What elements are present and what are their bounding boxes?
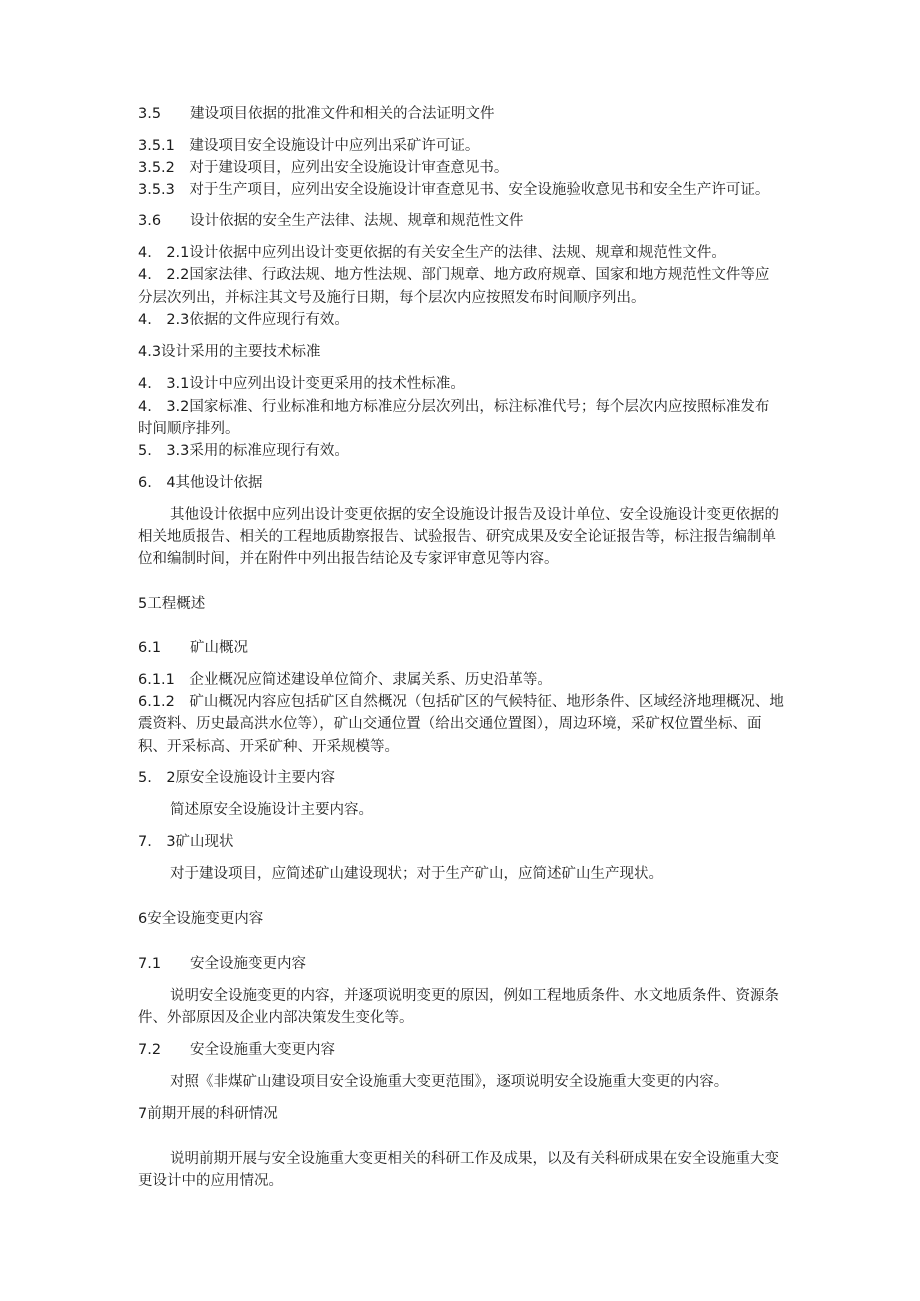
heading-6-safety-changes: 6安全设施变更内容 bbox=[138, 911, 264, 927]
item-6-1-1: 6.1.1 企业概况应简述建设单位简介、隶属关系、历史沿革等。 bbox=[138, 672, 552, 688]
heading-7-research: 7前期开展的科研情况 bbox=[138, 1106, 278, 1122]
item-6-1-2-cont-2: 积、开采标高、开采矿种、开采规模等。 bbox=[138, 739, 399, 755]
item-4-3-2: 4. 3.2国家标准、行业标准和地方标准应分层次列出，标注标准代号；每个层次内应按照标准发布 bbox=[138, 399, 770, 415]
item-4-2-1: 4. 2.1设计依据中应列出设计变更依据的有关安全生产的法律、法规、规章和规范性文件。 bbox=[138, 245, 726, 261]
heading-6-4: 6. 4其他设计依据 bbox=[138, 475, 263, 491]
heading-7-2: 7.2 安全设施重大变更内容 bbox=[138, 1042, 336, 1058]
paragraph-original-design: 简述原安全设施设计主要内容。 bbox=[170, 802, 373, 818]
heading-5-2: 5. 2原安全设施设计主要内容 bbox=[138, 770, 336, 786]
item-3-5-3: 3.5.3 对于生产项目，应列出安全设施设计审查意见书、安全设施验收意见书和安全生产许可证。 bbox=[138, 182, 770, 198]
item-6-1-2: 6.1.2 矿山概况内容应包括矿区自然概况（包括矿区的气候特征、地形条件、区域经济地理概况、地 bbox=[138, 694, 784, 710]
item-3-5-2: 3.5.2 对于建设项目，应列出安全设施设计审查意见书。 bbox=[138, 160, 509, 176]
item-4-3-2-cont: 时间顺序排列。 bbox=[138, 421, 240, 437]
paragraph-other-basis-cont-2: 位和编制时间，并在附件中列出报告结论及专家评审意见等内容。 bbox=[138, 551, 559, 567]
item-4-3-1: 4. 3.1设计中应列出设计变更采用的技术性标准。 bbox=[138, 376, 465, 392]
heading-6-1: 6.1 矿山概况 bbox=[138, 640, 249, 656]
item-4-2-2-cont: 分层次列出，并标注其文号及施行日期，每个层次内应按照发布时间顺序列出。 bbox=[138, 290, 646, 306]
heading-7-3: 7. 3矿山现状 bbox=[138, 834, 234, 850]
item-6-1-2-cont-1: 震资料、历史最高洪水位等），矿山交通位置（给出交通位置图），周边环境，采矿权位置坐标、面 bbox=[138, 716, 762, 732]
heading-3-5: 3.5 建设项目依据的批准文件和相关的合法证明文件 bbox=[138, 106, 495, 122]
item-5-3-3: 5. 3.3采用的标准应现行有效。 bbox=[138, 443, 349, 459]
heading-5-overview: 5工程概述 bbox=[138, 596, 206, 612]
heading-7-1: 7.1 安全设施变更内容 bbox=[138, 956, 307, 972]
paragraph-research: 说明前期开展与安全设施重大变更相关的科研工作及成果，以及有关科研成果在安全设施重大变 bbox=[170, 1151, 779, 1167]
paragraph-major-changes: 对照《非煤矿山建设项目安全设施重大变更范围》，逐项说明安全设施重大变更的内容。 bbox=[170, 1074, 729, 1090]
paragraph-other-basis: 其他设计依据中应列出设计变更依据的安全设施设计报告及设计单位、安全设施设计变更依据的 bbox=[170, 507, 779, 523]
item-3-5-1: 3.5.1 建设项目安全设施设计中应列出采矿许可证。 bbox=[138, 138, 480, 154]
paragraph-other-basis-cont-1: 相关地质报告、相关的工程地质勘察报告、试验报告、研究成果及安全论证报告等，标注报告编制单 bbox=[138, 529, 776, 545]
item-4-2-2: 4. 2.2国家法律、行政法规、地方性法规、部门规章、地方政府规章、国家和地方规范性文件等应 bbox=[138, 267, 770, 283]
item-4-2-3: 4. 2.3依据的文件应现行有效。 bbox=[138, 312, 349, 328]
paragraph-research-cont: 更设计中的应用情况。 bbox=[138, 1173, 283, 1189]
paragraph-mine-status: 对于建设项目，应简述矿山建设现状；对于生产矿山，应简述矿山生产现状。 bbox=[170, 866, 663, 882]
paragraph-changes: 说明安全设施变更的内容，并逐项说明变更的原因，例如工程地质条件、水文地质条件、资源条 bbox=[170, 988, 779, 1004]
heading-3-6: 3.6 设计依据的安全生产法律、法规、规章和规范性文件 bbox=[138, 213, 524, 229]
heading-4-3: 4.3设计采用的主要技术标准 bbox=[138, 344, 321, 360]
paragraph-changes-cont: 件、外部原因及企业内部决策发生变化等。 bbox=[138, 1010, 414, 1026]
